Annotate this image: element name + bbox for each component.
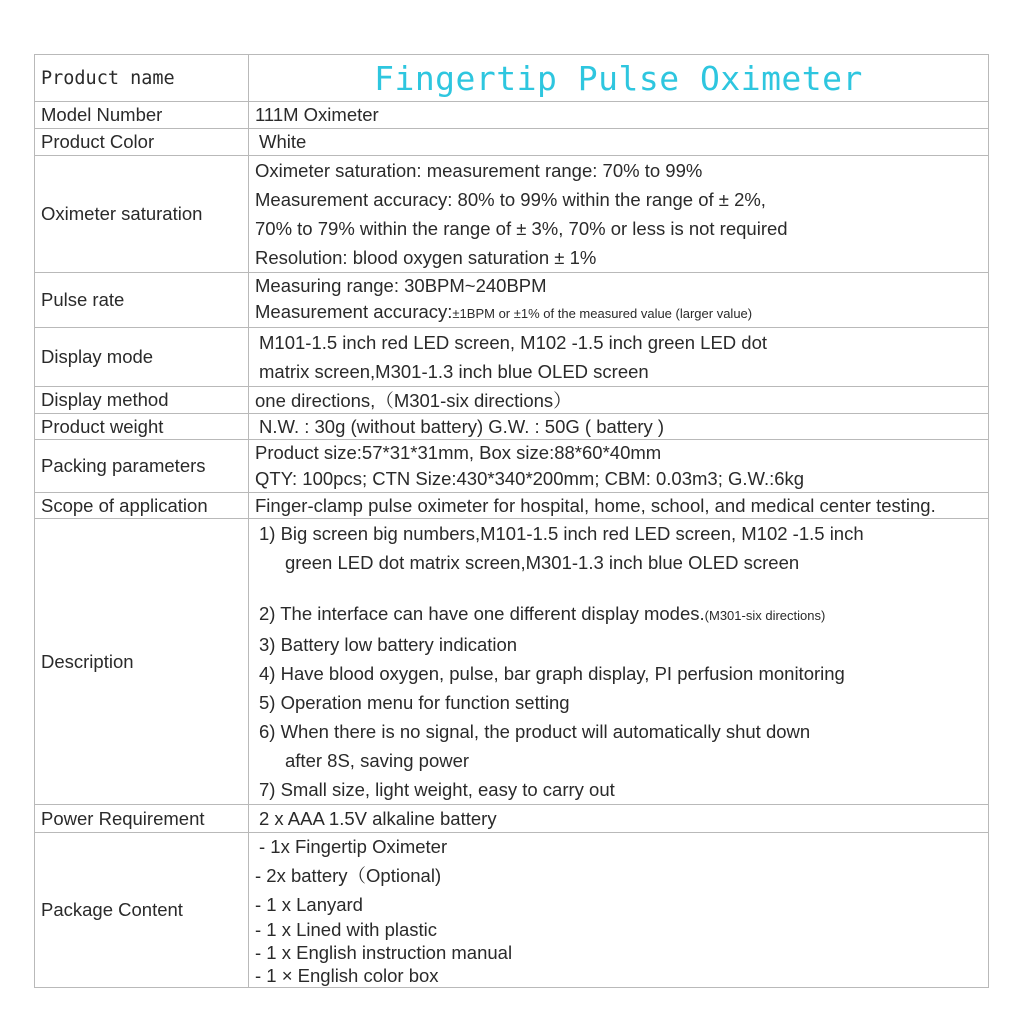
row-packing-parameters [35,440,989,493]
oximeter-saturation-label: Oximeter saturation [35,156,249,273]
saturation-line: Oximeter saturation: measurement range: 70% to 99% [255,160,703,181]
pulse-accuracy-detail: ±1BPM or ±1% of the measured value (larger value) [452,306,753,321]
description-item: 7) Small size, light weight, easy to carry out [259,779,615,800]
product-name-label: Product name [35,55,249,102]
description-item-continued: after 8S, saving power [285,750,470,771]
model-number-label: Model Number [35,102,249,129]
pulse-accuracy-line [255,299,988,327]
package-item: - 1 x English instruction manual [255,942,513,963]
pulse-rate-value [249,273,989,328]
packing-parameters-value [249,440,989,493]
description-item: 4) Have blood oxygen, pulse, bar graph display, PI perfusion monitoring [259,663,845,684]
row-pulse-rate [35,273,989,328]
product-color-text: White [259,131,307,152]
product-weight-text: N.W. : 30g (without battery) G.W. : 50G ( battery ) [259,415,665,437]
description-item-continued: green LED dot matrix screen,M301-1.3 inch blue OLED screen [285,552,800,573]
description-item: 1) Big screen big numbers,M101-1.5 inch red LED screen, M102 -1.5 inch [259,523,864,544]
packing-line: QTY: 100pcs; CTN Size:430*340*200mm; CBM: 0.03m3; G.W.:6kg [255,468,805,489]
description-item: 6) When there is no signal, the product will automatically shut down [259,721,811,742]
package-item: - 1 x Lined with plastic [255,919,438,940]
description-spacer [255,577,988,599]
description-item: 3) Battery low battery indication [259,634,518,655]
package-item: - 2x battery（Optional) [255,865,442,886]
power-requirement-label: Power Requirement [35,805,249,833]
product-color-value [249,129,989,156]
saturation-line: Resolution: blood oxygen saturation ± 1% [255,247,597,268]
row-display-method [35,387,989,414]
description-value [249,519,989,805]
row-description [35,519,989,805]
display-mode-line: matrix screen,M301-1.3 inch blue OLED screen [259,361,649,382]
package-item: - 1 x Lanyard [255,894,363,915]
package-item: - 1 × English color box [255,965,439,986]
description-item-note: (M301-six directions) [704,608,826,623]
row-package-content [35,833,989,988]
row-oximeter-saturation [35,156,989,273]
saturation-line: 70% to 79% within the range of ± 3%, 70% or less is not required [255,218,788,239]
pulse-rate-label: Pulse rate [35,273,249,328]
page-title: Fingertip Pulse Oximeter [249,55,989,102]
package-content-value [249,833,989,988]
product-color-label: Product Color [35,129,249,156]
display-method-label: Display method [35,387,249,414]
row-product-color [35,129,989,156]
scope-label: Scope of application [35,493,249,519]
display-mode-line: M101-1.5 inch red LED screen, M102 -1.5 inch green LED dot [259,332,768,353]
pulse-range-line: Measuring range: 30BPM~240BPM [255,275,547,296]
oximeter-saturation-value [249,156,989,273]
row-product-weight [35,414,989,440]
product-weight-value [249,414,989,440]
display-mode-value [249,328,989,387]
description-item [255,599,988,630]
power-requirement-text: 2 x AAA 1.5V alkaline battery [259,807,497,829]
display-mode-label: Display mode [35,328,249,387]
row-product-name [35,55,989,102]
packing-line: Product size:57*31*31mm, Box size:88*60*40mm [255,442,662,463]
row-scope-of-application [35,493,989,519]
pulse-accuracy-main: Measurement accuracy: [255,301,453,322]
power-requirement-value [249,805,989,833]
saturation-line: Measurement accuracy: 80% to 99% within the range of ± 2%, [255,189,766,210]
product-weight-label: Product weight [35,414,249,440]
description-label: Description [35,519,249,805]
spec-table [34,54,989,988]
model-number-value: 111M Oximeter [249,102,989,129]
description-item-main: 2) The interface can have one different display modes. [259,603,705,624]
row-display-mode [35,328,989,387]
scope-value: Finger-clamp pulse oximeter for hospital, home, school, and medical center testing. [249,493,989,519]
row-power-requirement [35,805,989,833]
row-model-number [35,102,989,129]
package-item: - 1x Fingertip Oximeter [259,836,448,857]
display-method-value: one directions,（M301-six directions） [249,387,989,414]
packing-parameters-label: Packing parameters [35,440,249,493]
package-content-label: Package Content [35,833,249,988]
description-item: 5) Operation menu for function setting [259,692,570,713]
